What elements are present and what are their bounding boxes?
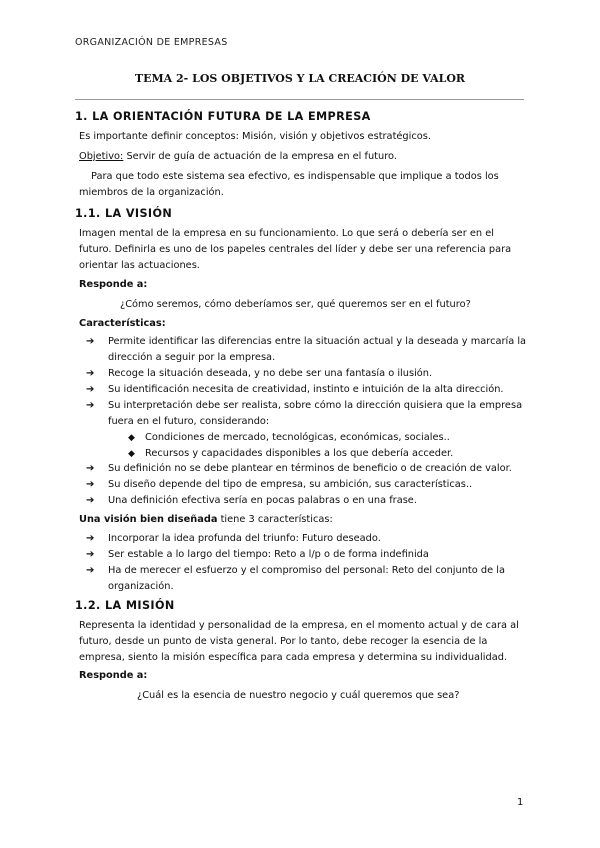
arrow-icon: ➔ [86,549,95,560]
sistema-paragraph: Para que todo este sistema sea efectivo, es indispensable que implique a todos los miembros de la organización. [79,171,499,198]
intro-paragraph: Es importante definir conceptos: Misión, visión y objetivos estratégicos. [79,131,431,142]
arrow-icon: ➔ [86,384,95,395]
vision-question: ¿Cómo seremos, cómo deberíamos ser, qué queremos ser en el futuro? [120,299,471,310]
title-divider [75,99,524,100]
list-item: ➔ Una definición efectiva sería en pocas palabras o en una frase. [86,493,528,509]
arrow-icon: ➔ [86,565,95,576]
mision-responde-label: Responde a: [79,670,148,681]
objetivo-label: Objetivo: [79,151,124,162]
list-item: ➔ Ser estable a lo largo del tiempo: Reto a l/p o de forma indefinida [86,547,528,563]
section-heading-mision: 1.2. LA MISIÓN [75,599,175,612]
caracteristicas-label: Características: [79,318,166,329]
list-item: ➔ Permite identificar las diferencias entre la situación actual y la deseada y marcaría la dirección a seguir por la empresa. [86,336,527,363]
vision-definition: Imagen mental de la empresa en su funcionamiento. Lo que será o debería ser en el futuro. Definirla es uno de los papeles centrales del líder y debe ser una referencia para orientar las actuaciones. [79,228,512,271]
good-vision-line [79,512,525,528]
objetivo-text: Servir de guía de actuación de la empresa en el futuro. [123,151,397,162]
sub-list-item: ◆ Condiciones de mercado, tecnológicas, económicas, sociales.. [128,430,528,446]
list-item: ➔ Su definición no se debe plantear en términos de beneficio o de creación de valor. [86,461,528,477]
list-item: ➔ Su diseño depende del tipo de empresa, su ambición, sus características.. [86,477,528,493]
arrow-icon: ➔ [86,463,95,474]
arrow-icon: ➔ [86,400,95,411]
list-item: ➔ Ha de merecer el esfuerzo y el compromiso del personal: Reto del conjunto de la organización. [86,565,505,592]
good-vision-label: Una visión bien diseñada [79,514,218,525]
arrow-icon: ➔ [86,479,95,490]
vision-responde-label: Responde a: [79,279,148,290]
mision-definition: Representa la identidad y personalidad de la empresa, en el momento actual y de cara al futuro, desde un punto de vista general. Por lo tanto, debe recoger la esencia de la empresa, siento la misión específica para cada empresa y determina su individualidad. [79,620,519,663]
list-item: ➔ Su identificación necesita de creatividad, instinto e intuición de la alta dirección. [86,382,528,398]
document-title: TEMA 2- LOS OBJETIVOS Y LA CREACIÓN DE VALOR [134,72,466,85]
diamond-icon: ◆ [128,433,135,443]
section-heading-orientacion: 1. LA ORIENTACIÓN FUTURA DE LA EMPRESA [75,110,371,123]
good-vision-text: tiene 3 características: [217,514,333,525]
arrow-icon: ➔ [86,336,95,347]
arrow-icon: ➔ [86,533,95,544]
page-number: 1 [517,797,524,808]
section-heading-vision: 1.1. LA VISIÓN [75,207,173,220]
list-item: ➔ Incorporar la idea profunda del triunfo: Futuro deseado. [86,531,528,547]
list-item: ➔ Recoge la situación deseada, y no debe ser una fantasía o ilusión. [86,366,528,382]
running-header: ORGANIZACIÓN DE EMPRESAS [75,37,228,48]
objetivo-line [79,149,525,165]
mision-question: ¿Cuál es la esencia de nuestro negocio y cuál queremos que sea? [137,690,460,701]
list-item: ➔ Su interpretación debe ser realista, sobre cómo la dirección quisiera que la empresa fuera en el futuro, considerando: [86,400,523,427]
arrow-icon: ➔ [86,495,95,506]
arrow-icon: ➔ [86,368,95,379]
diamond-icon: ◆ [128,449,135,459]
sub-list-item: ◆ Recursos y capacidades disponibles a los que debería acceder. [128,446,528,462]
